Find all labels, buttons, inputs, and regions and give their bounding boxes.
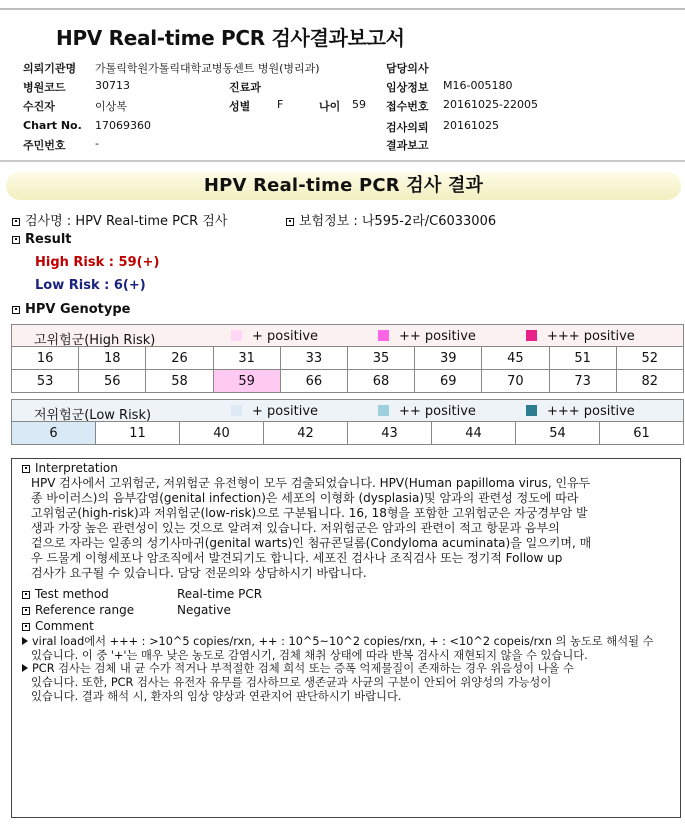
square-bullet-icon	[22, 591, 30, 599]
chart-label: Chart No.	[23, 119, 82, 132]
genotype-cell-35: 35	[347, 347, 414, 370]
comment-heading: Comment	[35, 619, 94, 633]
genotype-cell-66: 66	[280, 370, 347, 393]
genotype-cell-42: 42	[264, 422, 348, 445]
genotype-cell-61: 61	[600, 422, 684, 445]
top-rule	[0, 8, 685, 10]
low-legend-1	[231, 404, 318, 419]
test-method-line	[22, 587, 109, 602]
receipt-value: 20161025-22005	[443, 98, 538, 111]
square-bullet-icon	[12, 218, 20, 226]
dept-label: 진료과	[229, 81, 261, 94]
low-risk-legend	[12, 400, 684, 422]
genotype-cell-18: 18	[79, 347, 146, 370]
reference-range-label: Reference range	[35, 603, 135, 617]
high-risk-group-label: 고위험군(High Risk)	[34, 333, 156, 348]
insurance-info: 보험정보 : 나595-2라/C6033006	[299, 214, 497, 229]
genotype-cell-26: 26	[146, 347, 213, 370]
interpretation-heading-line	[22, 461, 118, 476]
legend-swatch-icon	[378, 330, 389, 341]
low-risk-legend-row	[12, 400, 684, 422]
low-risk-result: Low Risk : 6(+)	[35, 278, 146, 293]
sex-label: 성별	[229, 100, 251, 113]
comment-bullet-1	[22, 635, 654, 649]
high-risk-legend-row	[12, 325, 684, 347]
genotype-cell-69: 69	[415, 370, 482, 393]
genotype-cell-33: 33	[280, 347, 347, 370]
interpretation-line: 겉으로 자라는 일종의 성기사마귀(genital warts)인 첨규콘딜롬(Condyloma acuminata)을 일으키며, 매	[31, 536, 592, 550]
genotype-cell-40: 40	[180, 422, 264, 445]
recipient-value: 이상복	[95, 100, 127, 113]
comment-bullet-2-line-1: PCR 검사는 검체 내 균 수가 적거나 부적절한 검체 희석 또는 증폭 억제물질이 존재하는 경우 위음성이 나올 수	[32, 662, 574, 675]
high-legend-2-label: ++ positive	[399, 329, 476, 344]
high-legend-2	[378, 329, 476, 344]
age-label: 나이	[319, 100, 341, 113]
genotype-cell-31: 31	[213, 347, 280, 370]
genotype-cell-82: 82	[616, 370, 683, 393]
result-banner	[6, 172, 681, 200]
interpretation-line: 검사가 요구될 수 있습니다. 담당 전문의와 상담하시기 바랍니다.	[31, 566, 367, 580]
low-legend-3	[526, 404, 635, 419]
header-separator	[0, 160, 685, 162]
legend-swatch-icon	[231, 405, 242, 416]
low-risk-genotype-table	[11, 399, 684, 445]
square-bullet-icon	[12, 236, 20, 244]
genotype-cell-51: 51	[549, 347, 616, 370]
low-legend-2	[378, 404, 476, 419]
arrow-bullet-icon	[22, 637, 28, 645]
low-risk-group-label: 저위험군(Low Risk)	[34, 408, 152, 423]
report-label: 결과보고	[386, 139, 429, 152]
genotype-cell-56: 56	[79, 370, 146, 393]
comment-heading-line	[22, 619, 94, 634]
low-legend-3-label: +++ positive	[547, 404, 635, 419]
legend-swatch-icon	[378, 405, 389, 416]
age-value: 59	[352, 98, 366, 111]
sex-value: F	[277, 98, 284, 111]
genotype-cell-59: 59	[213, 370, 280, 393]
interpretation-line: 생과 가장 높은 관련성이 있는 것으로 알려져 있습니다. 저위험군은 암과의 관련이 적고 항문과 음부의	[31, 521, 560, 535]
result-heading: Result	[25, 232, 72, 247]
square-bullet-icon	[22, 465, 30, 473]
doctor-label: 담당의사	[386, 62, 429, 75]
comment-bullet-1-line-1: viral load에서 +++ : >10^5 copies/rxn, ++ : 10^5~10^2 copies/rxn, + : <10^2 copeis/rxn 의 농도로 해석될 수	[32, 635, 654, 648]
resident-label: 주민번호	[23, 139, 66, 152]
low-risk-row	[12, 422, 684, 445]
legend-swatch-icon	[526, 330, 537, 341]
legend-swatch-icon	[526, 405, 537, 416]
genotype-cell-43: 43	[348, 422, 432, 445]
test-method-label: Test method	[35, 587, 109, 601]
genotype-cell-16: 16	[12, 347, 79, 370]
clinical-value: M16-005180	[443, 79, 513, 92]
high-legend-3-label: +++ positive	[547, 329, 635, 344]
high-risk-row-1	[12, 347, 684, 370]
request-value: 20161025	[443, 119, 499, 132]
interpretation-line: 종 바이러스)의 음부감염(genital infection)은 세포의 이형화 (dysplasia)및 암과의 관련성 정도에 따라	[31, 491, 579, 505]
genotype-heading: HPV Genotype	[25, 302, 131, 317]
genotype-cell-58: 58	[146, 370, 213, 393]
genotype-cell-6: 6	[12, 422, 96, 445]
recipient-label: 수진자	[23, 100, 55, 113]
interpretation-heading: Interpretation	[35, 461, 118, 475]
square-bullet-icon	[286, 218, 294, 226]
reference-range-value: Negative	[177, 603, 231, 617]
institution-label: 의뢰기관명	[23, 62, 77, 75]
genotype-cell-73: 73	[549, 370, 616, 393]
comment-bullet-2	[22, 662, 574, 676]
result-heading-line	[12, 232, 72, 247]
genotype-cell-39: 39	[415, 347, 482, 370]
interpretation-line: 고위험군(high-risk)과 저위험군(low-risk)으로 구분됩니다. 16, 18형을 포함한 고위험군은 자궁경부암 발	[31, 506, 588, 520]
high-risk-genotype-table	[11, 324, 684, 393]
report-title: HPV Real-time PCR 검사결과보고서	[56, 26, 405, 50]
interpretation-line: 우 드물게 이형세포나 암조직에서 발견되기도 합니다. 세포진 검사나 조직검사 또는 정기적 Follow up	[31, 551, 563, 565]
reference-range-line	[22, 603, 134, 618]
genotype-cell-11: 11	[96, 422, 180, 445]
chart-value: 17069360	[95, 119, 151, 132]
genotype-cell-52: 52	[616, 347, 683, 370]
institution-value: 가톨릭학원가톨릭대학교병동센트 병원(병리과)	[95, 62, 320, 75]
square-bullet-icon	[12, 306, 20, 314]
banner-title: HPV Real-time PCR 검사 결과	[203, 175, 484, 196]
low-legend-1-label: + positive	[252, 404, 319, 419]
interpretation-box	[11, 458, 681, 818]
insurance-line	[286, 210, 496, 229]
high-risk-legend	[12, 325, 684, 347]
arrow-bullet-icon	[22, 664, 28, 672]
test-method-value: Real-time PCR	[177, 587, 263, 601]
comment-bullet-1-line-2: 있습니다. 이 중 '+'는 매우 낮은 농도로 감염시기, 검체 채취 상태에 따라 반복 검사시 재현되지 않을 수 있습니다.	[31, 649, 588, 662]
resident-value: -	[95, 137, 99, 150]
high-risk-row-2	[12, 370, 684, 393]
receipt-label: 접수번호	[386, 100, 429, 113]
test-name: 검사명 : HPV Real-time PCR 검사	[25, 214, 228, 229]
high-legend-1-label: + positive	[252, 329, 319, 344]
test-name-line	[12, 210, 227, 229]
square-bullet-icon	[22, 607, 30, 615]
low-legend-2-label: ++ positive	[399, 404, 476, 419]
clinical-label: 임상정보	[386, 81, 429, 94]
high-legend-1	[231, 329, 318, 344]
hospital-code-value: 30713	[95, 79, 130, 92]
genotype-cell-45: 45	[482, 347, 549, 370]
genotype-heading-line	[12, 302, 130, 317]
hospital-code-label: 병원코드	[23, 81, 66, 94]
genotype-cell-68: 68	[347, 370, 414, 393]
high-risk-result: High Risk : 59(+)	[35, 255, 160, 270]
comment-bullet-2-line-3: 있습니다. 결과 해석 시, 환자의 임상 양상과 연관지어 판단하시기 바랍니다.	[31, 690, 402, 703]
interpretation-text	[31, 476, 591, 581]
genotype-cell-54: 54	[516, 422, 600, 445]
genotype-cell-70: 70	[482, 370, 549, 393]
legend-swatch-icon	[231, 330, 242, 341]
genotype-cell-53: 53	[12, 370, 79, 393]
request-label: 검사의뢰	[386, 121, 429, 134]
interpretation-line: HPV 검사에서 고위험군, 저위험군 유전형이 모두 검출되었습니다. HPV(Human papilloma virus, 인유두	[31, 476, 591, 490]
genotype-cell-44: 44	[432, 422, 516, 445]
high-legend-3	[526, 329, 635, 344]
comment-bullet-2-line-2: 있습니다. 또한, PCR 검사는 유전자 유무를 검사하므로 생존균과 사균의 구분이 안되어 위양성의 가능성이	[31, 676, 552, 689]
square-bullet-icon	[22, 623, 30, 631]
